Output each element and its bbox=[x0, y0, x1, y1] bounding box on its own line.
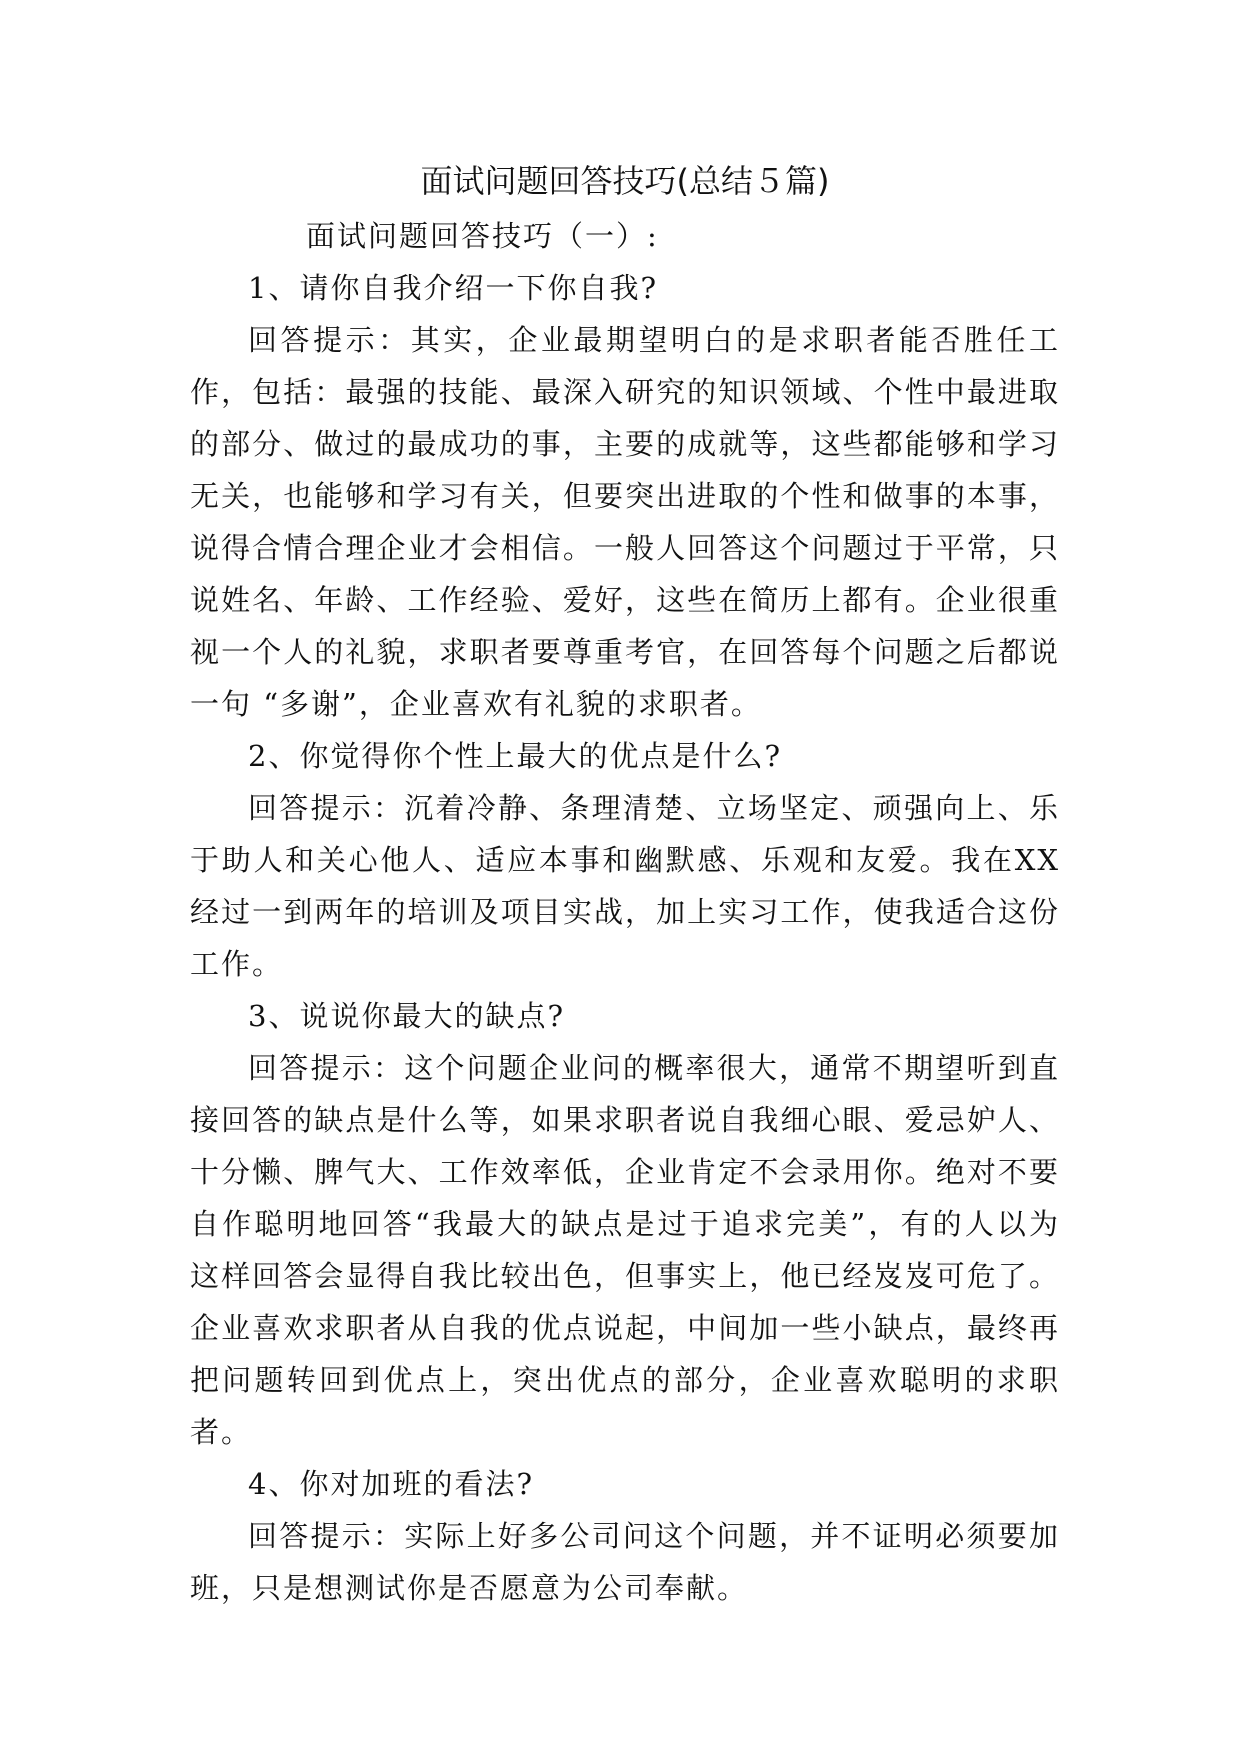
question-4: 4、你对加班的看法? bbox=[248, 1467, 534, 1501]
question-1: 1、请你自我介绍一下你自我? bbox=[248, 271, 658, 305]
section-heading: 面试问题回答技巧（一）: bbox=[306, 219, 659, 253]
answer-2: 回答提示：沉着冷静、条理清楚、立场坚定、顽强向上、乐于助人和关心他人、适应本事和幽默感、乐观和友爱。我在XX经过一到两年的培训及项目实战，加上实习工作，使我适合这份工作。 bbox=[190, 791, 1060, 981]
document-body bbox=[190, 152, 1060, 1614]
answer-4: 回答提示：实际上好多公司问这个问题，并不证明必须要加班，只是想测试你是否愿意为公司奉献。 bbox=[190, 1519, 1060, 1605]
question-2: 2、你觉得你个性上最大的优点是什么? bbox=[248, 739, 782, 773]
answer-3: 回答提示：这个问题企业问的概率很大，通常不期望听到直接回答的缺点是什么等，如果求职者说自我细心眼、爱忌妒人、十分懒、脾气大、工作效率低，企业肯定不会录用你。绝对不要自作聪明地回答“我最大的缺点是过于追求完美”，有的人以为这样回答会显得自我比较出色，但事实上，他已经岌岌可危了。企业喜欢求职者从自我的优点说起，中间加一些小缺点，最终再把问题转回到优点上，突出优点的部分，企业喜欢聪明的求职者。 bbox=[190, 1051, 1060, 1449]
question-3: 3、说说你最大的缺点? bbox=[248, 999, 565, 1033]
document-title: 面试问题回答技巧(总结５篇) bbox=[420, 162, 830, 200]
answer-1: 回答提示：其实，企业最期望明白的是求职者能否胜任工作，包括：最强的技能、最深入研究的知识领域、个性中最进取的部分、做过的最成功的事，主要的成就等，这些都能够和学习无关，也能够和学习有关，但要突出进取的个性和做事的本事，说得合情合理企业才会相信。一般人回答这个问题过于平常，只说姓名、年龄、工作经验、爱好，这些在简历上都有。企业很重视一个人的礼貌，求职者要尊重考官，在回答每个问题之后都说一句 “多谢”，企业喜欢有礼貌的求职者。 bbox=[190, 323, 1060, 721]
